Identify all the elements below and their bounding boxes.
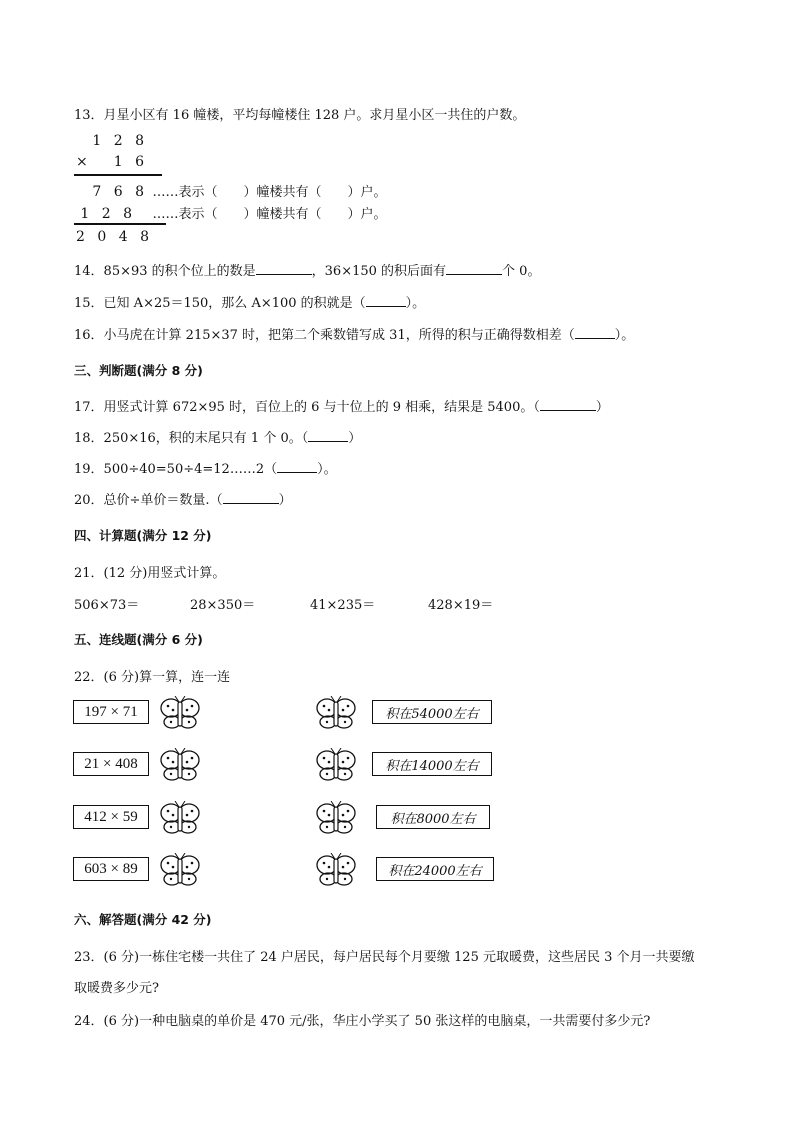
butterfly-icon (160, 853, 200, 887)
question-14: 14．85×93 的积个位上的数是 ，36×150 的积后面有 个 0。 (74, 264, 541, 279)
calc-partial-2: 1 2 8 ……表示（ ）幢楼共有（ ）户。 (80, 206, 387, 222)
question-23-line-1: 23．(6 分)一栋住宅楼一共住了 24 户居民，每户居民每个月要缴 125 元取暖费，这些居民 3 个月一共要缴 (74, 950, 695, 965)
calc-top: 1 2 8 (92, 133, 148, 149)
answer-blank[interactable] (575, 326, 615, 339)
question-24: 24．(6 分)一种电脑桌的单价是 470 元/张，华庄小学买了 50 张这样的电脑桌，一共需要付多少元? (74, 1014, 651, 1029)
calc-partial-1: 7 6 8 ……表示（ ）幢楼共有（ ）户。 (92, 184, 387, 200)
question-22: 22．(6 分)算一算，连一连 (74, 670, 231, 685)
section-heading-5: 五、连线题(满分 6 分) (74, 632, 203, 647)
butterfly-icon (316, 853, 356, 887)
question-16: 16．小马虎在计算 215×37 时，把第二个乘数错写成 31，所得的积与正确得数相差（ ）。 (74, 328, 635, 343)
butterfly-icon (160, 696, 200, 730)
question-13: 13．月星小区有 16 幢楼，平均每幢楼住 128 户。求月星小区一共住的户数。 (74, 108, 526, 123)
question-20: 20．总价÷单价＝数量.（ ） (74, 493, 292, 508)
exercise-2: 28×350＝ (190, 598, 256, 613)
right-result-3[interactable]: 积在8000左右 (376, 805, 490, 829)
butterfly-icon (316, 801, 356, 835)
butterfly-icon (316, 696, 356, 730)
right-result-1[interactable]: 积在54000左右 (372, 700, 492, 724)
answer-blank[interactable] (446, 262, 502, 275)
answer-blank[interactable] (540, 398, 596, 411)
section-heading-4: 四、计算题(满分 12 分) (74, 528, 212, 543)
butterfly-icon (160, 801, 200, 835)
question-19: 19．500÷40=50÷4=12……2（ ）。 (74, 462, 337, 477)
calc-rule-1 (74, 174, 162, 176)
exercise-4: 428×19＝ (428, 598, 494, 613)
calc-exercises (74, 594, 574, 612)
butterfly-icon (160, 748, 200, 782)
left-expression-3[interactable]: 412 × 59 (73, 805, 149, 829)
calc-rule-2 (74, 223, 166, 225)
question-21: 21．(12 分)用竖式计算。 (74, 566, 226, 581)
question-18: 18．250×16，积的末尾只有 1 个 0。（ ） (74, 431, 362, 446)
question-17: 17．用竖式计算 672×95 时，百位上的 6 与十位上的 9 相乘，结果是 5400。（ ） (74, 400, 609, 415)
answer-blank[interactable] (223, 491, 279, 504)
right-result-4[interactable]: 积在24000左右 (376, 857, 494, 881)
question-23-line-2: 取暖费多少元? (74, 981, 159, 996)
right-result-2[interactable]: 积在14000左右 (372, 752, 492, 776)
section-heading-3: 三、判断题(满分 8 分) (74, 363, 203, 378)
exercise-3: 41×235＝ (310, 598, 376, 613)
section-heading-6: 六、解答题(满分 42 分) (74, 912, 212, 927)
calc-bottom: × 1 6 (76, 154, 148, 170)
butterfly-icon (316, 748, 356, 782)
answer-blank[interactable] (256, 262, 312, 275)
question-15: 15．已知 A×25＝150，那么 A×100 的积就是（ ）。 (74, 296, 426, 311)
multiply-sign: × (76, 154, 88, 170)
left-expression-2[interactable]: 21 × 408 (73, 752, 149, 776)
calc-result: 2 0 4 8 (76, 229, 153, 245)
answer-blank[interactable] (366, 294, 406, 307)
answer-blank[interactable] (277, 460, 317, 473)
exercise-1: 506×73＝ (74, 598, 140, 613)
left-expression-4[interactable]: 603 × 89 (73, 857, 149, 881)
left-expression-1[interactable]: 197 × 71 (73, 700, 149, 724)
answer-blank[interactable] (308, 429, 348, 442)
